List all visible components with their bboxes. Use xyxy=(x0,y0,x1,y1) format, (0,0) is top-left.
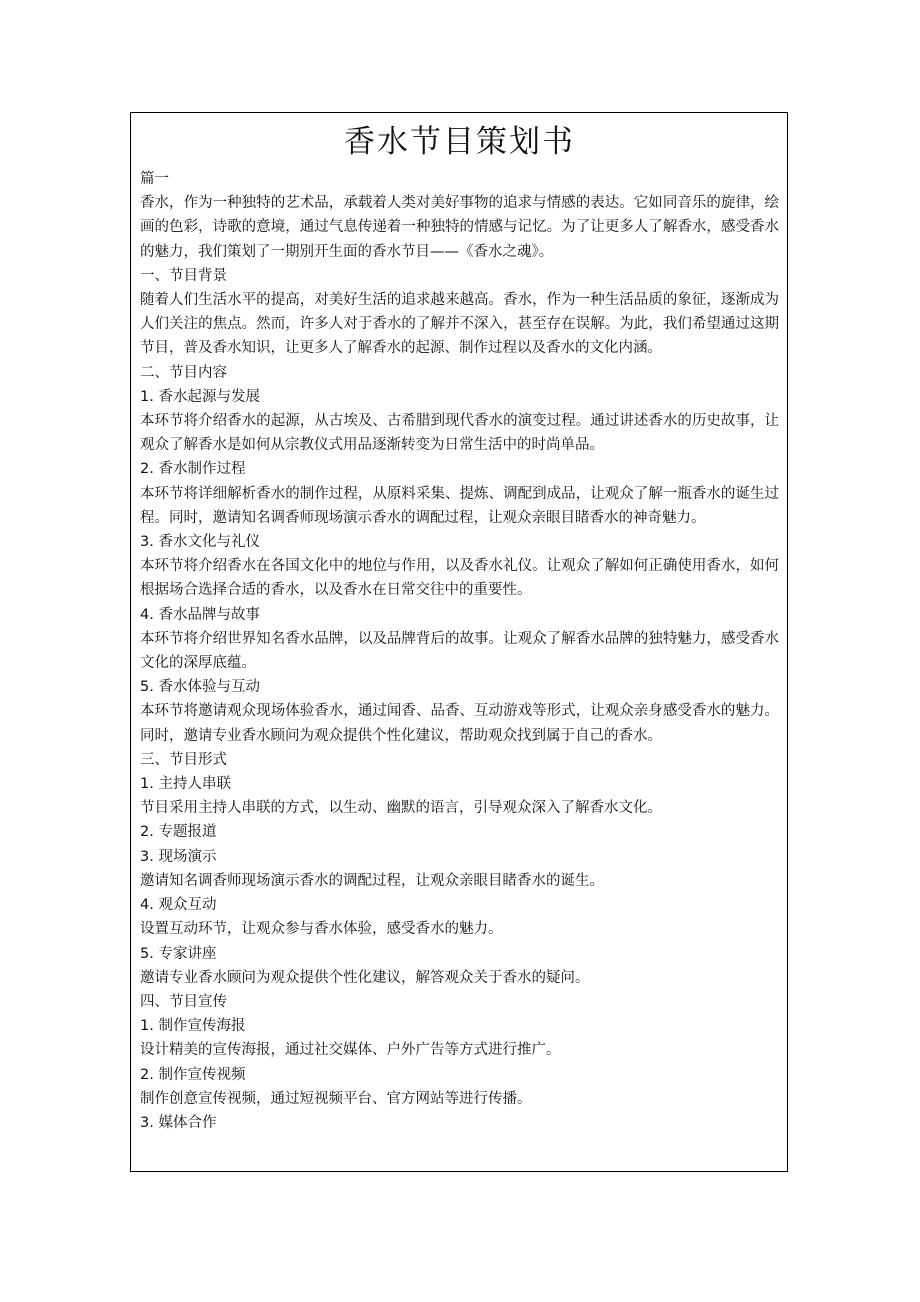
format-item-4-text: 设置互动环节，让观众参与香水体验，感受香水的魅力。 xyxy=(140,921,503,938)
format-item-1-text: 节目采用主持人串联的方式，以生动、幽默的语言，引导观众深入了解香水文化。 xyxy=(140,800,662,817)
section-label: 篇一 xyxy=(140,171,169,187)
promotion-item-3-title: 3. 媒体合作 xyxy=(140,1114,217,1131)
content-item-2-text: 本环节将详细解析香水的制作过程，从原料采集、提炼、调配到成品，让观众了解一瓶香水的诞生过程。同时，邀请知名调香师现场演示香水的调配过程，让观众亲眼目睹香水的神奇魅力。 xyxy=(140,485,779,526)
content-item-4-title: 4. 香水品牌与故事 xyxy=(140,606,260,623)
format-item-1-title: 1. 主持人串联 xyxy=(140,776,231,793)
document-title: 香水节目策划书 xyxy=(344,124,575,160)
format-item-3-title: 3. 现场演示 xyxy=(140,848,217,865)
promotion-item-2-title: 2. 制作宣传视频 xyxy=(140,1066,246,1083)
intro-paragraph: 香水，作为一种独特的艺术品，承载着人类对美好事物的追求与情感的表达。它如同音乐的旋律，绘画的色彩，诗歌的意境，通过气息传递着一种独特的情感与记忆。为了让更多人了解香水，感受香水的魅力，我们策划了一期别开生面的香水节目——《香水之魂》。 xyxy=(140,195,779,260)
promotion-item-1-title: 1. 制作宣传海报 xyxy=(140,1018,246,1035)
content-item-4-text: 本环节将介绍世界知名香水品牌，以及品牌背后的故事。让观众了解香水品牌的独特魅力，感受香水文化的深厚底蕴。 xyxy=(140,630,779,672)
content-item-3-title: 3. 香水文化与礼仪 xyxy=(140,534,260,551)
promotion-item-2-text: 制作创意宣传视频，通过短视频平台、官方网站等进行传播。 xyxy=(140,1090,532,1107)
format-item-2-title: 2. 专题报道 xyxy=(140,824,217,841)
format-item-4-title: 4. 观众互动 xyxy=(140,897,217,914)
format-item-5-title: 5. 专家讲座 xyxy=(140,945,217,962)
heading-content: 二、节目内容 xyxy=(140,364,227,381)
content-item-1-title: 1. 香水起源与发展 xyxy=(140,388,260,405)
document-frame xyxy=(130,112,788,1172)
format-item-5-text: 邀请专业香水顾问为观众提供个性化建议，解答观众关于香水的疑问。 xyxy=(140,969,590,986)
promotion-item-1-text: 设计精美的宣传海报，通过社交媒体、户外广告等方式进行推广。 xyxy=(140,1042,561,1059)
content-item-5-title: 5. 香水体验与互动 xyxy=(140,679,260,696)
heading-background: 一、节目背景 xyxy=(140,267,227,284)
heading-format: 三、节目形式 xyxy=(140,751,227,768)
content-item-1-text: 本环节将介绍香水的起源，从古埃及、古希腊到现代香水的演变过程。通过讲述香水的历史故事，让观众了解香水是如何从宗教仪式用品逐渐转变为日常生活中的时尚单品。 xyxy=(140,413,779,454)
background-paragraph: 随着人们生活水平的提高，对美好生活的追求越来越高。香水，作为一种生活品质的象征，逐渐成为人们关注的焦点。然而，许多人对于香水的了解并不深入，甚至存在误解。为此，我们希望通过这期节目，普及香水知识，让更多人了解香水的起源、制作过程以及香水的文化内涵。 xyxy=(140,292,779,357)
content-item-2-title: 2. 香水制作过程 xyxy=(140,461,246,478)
heading-promotion: 四、节目宣传 xyxy=(140,993,227,1010)
content-item-3-text: 本环节将介绍香水在各国文化中的地位与作用，以及香水礼仪。让观众了解如何正确使用香水，如何根据场合选择合适的香水，以及香水在日常交往中的重要性。 xyxy=(140,558,779,599)
content-item-5-text: 本环节将邀请观众现场体验香水，通过闻香、品香、互动游戏等形式，让观众亲身感受香水的魅力。同时，邀请专业香水顾问为观众提供个性化建议，帮助观众找到属于自己的香水。 xyxy=(140,703,779,744)
format-item-3-text: 邀请知名调香师现场演示香水的调配过程，让观众亲眼目睹香水的诞生。 xyxy=(140,872,604,889)
